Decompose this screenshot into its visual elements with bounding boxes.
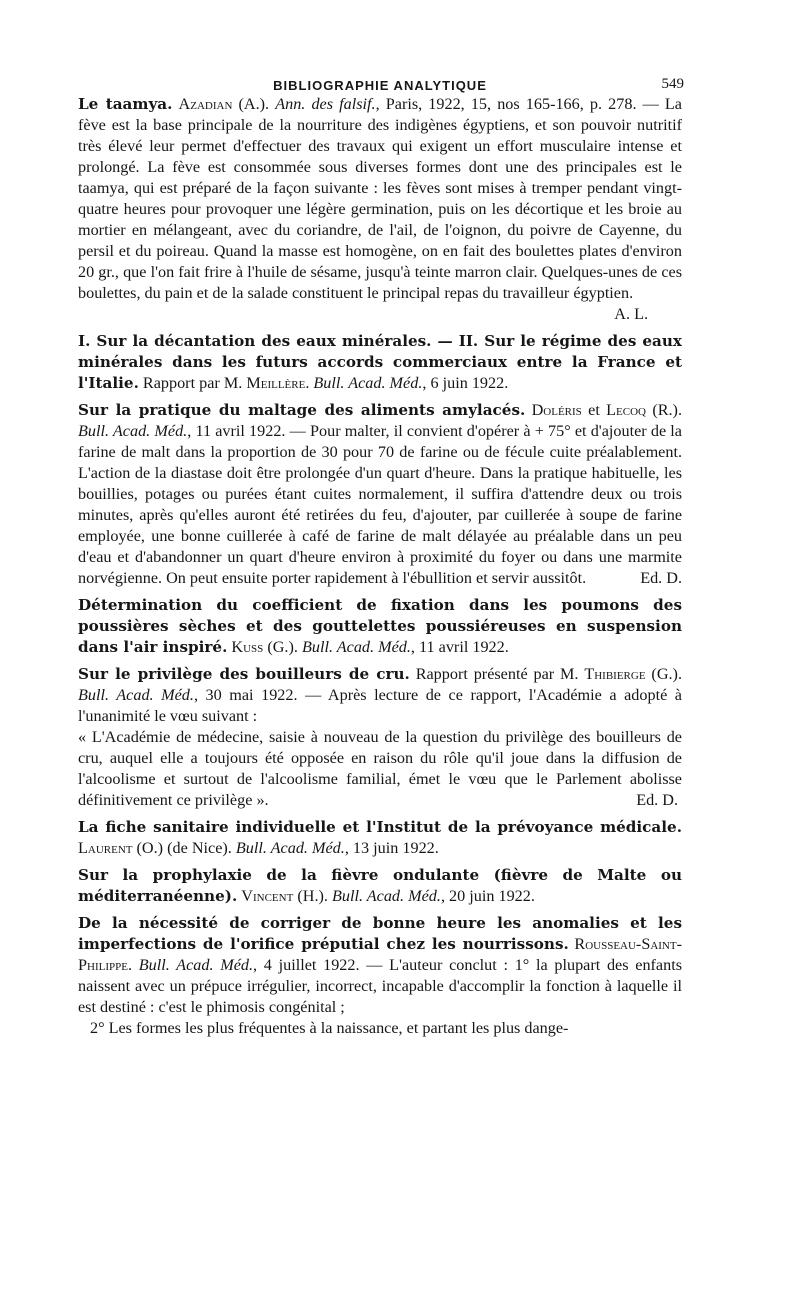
entry-author-sep: . [127, 956, 139, 974]
page [78, 70, 682, 1045]
entry-author-2-initial: (R.). [646, 401, 682, 419]
entry-author-sep: et [581, 401, 607, 419]
entry-title: Le taamya. [78, 95, 173, 113]
entry-pre-author: Rapport par M. [138, 374, 247, 392]
entry-author: Azadian [178, 95, 233, 113]
entry-taamya [78, 94, 682, 325]
entry-signature: Ed. D. [640, 569, 682, 587]
entry-journal: Bull. Acad. Méd. [78, 686, 194, 704]
entry-signature: Ed. D. [636, 791, 678, 809]
entry-bouilleurs [78, 664, 682, 811]
entry-quote-text: « L'Académie de médecine, saisie à nouveau de la question du privilège des bouilleurs de cru, auquel elle a toujours été opposée en raison du rôle qu'il joue dans la diffusion de l'alcoolisme et surtout de l'alcoolisme familial, émet le vœu que le Parlement abolisse définitivement ce privilège ». [78, 728, 682, 809]
entry-title: I. Sur la décantation des eaux minérales. — II. Sur le régime des eaux minérales dans les futurs accords commerciaux entre la France et l'Italie. [78, 332, 682, 392]
entry-author: Vincent [241, 887, 294, 905]
entry-paragraph-2: 2° Les formes les plus fréquentes à la naissance, et partant les plus dange- [90, 1019, 569, 1037]
entry-author: Meillère [246, 374, 306, 392]
entry-quote [78, 727, 682, 811]
entry-body: , 30 mai 1922. — Après lecture de ce rapport, l'Académie a adopté à l'unanimité le vœu suivant : [78, 686, 682, 725]
entry-poussieres [78, 595, 682, 658]
entry-pre-author: Rapport présenté par M. [409, 665, 585, 683]
entry-fievre-ondulante [78, 865, 682, 907]
entry-author-initial: (A.). [232, 95, 276, 113]
entry-title: La fiche sanitaire individuelle et l'Institut de la prévoyance médicale. [78, 818, 682, 836]
entry-journal: Bull. Acad. Méd. [331, 887, 441, 905]
entry-journal: Bull. Acad. Méd. [235, 839, 345, 857]
entry-fiche-sanitaire [78, 817, 682, 859]
entry-title: Détermination du coefficient de fixation dans les poumons des poussières sèches et des gouttelettes poussiéreuses en suspension dans l'air inspiré. [78, 596, 682, 656]
page-number: 549 [661, 76, 684, 92]
entry-body: , 11 avril 1922. — Pour malter, il convient d'opérer à + 75° et d'ajouter de la farine de malt dans la proportion de 30 pour 70 de farine ou de fécule cuite préalablement. L'action de la diastase doit être prolongée d'un quart d'heure. Dans la pratique habituelle, les bouillies, potages ou purées étant cuites normalement, il suffira d'attendre deux ou trois minutes, après qu'elles auront été retirées du feu, d'ajouter, par cuillerée à soupe de farine employée, une bonne cuillerée à café de farine de malt délayée au préalable dans un peu d'eau et d'abandonner un quart d'heure environ à proximité du foyer ou dans une marmite norvégienne. On peut ensuite porter rapidement à l'ébullition et servir aussitôt. [78, 422, 682, 587]
entry-journal: Bull. Acad. Méd. [313, 374, 423, 392]
entry-author: Kuss [231, 638, 264, 656]
entry-journal: Bull. Acad. Méd. [78, 422, 188, 440]
entry-author-initial: (O.) (de Nice). [132, 839, 236, 857]
entry-signature: A. L. [614, 305, 648, 323]
running-title: BIBLIOGRAPHIE ANALYTIQUE [273, 78, 487, 93]
entry-body: , 4 juillet 1922. — L'auteur conclut : 1° la plupart des enfants naissent avec un prépuce irrégulier, incorrect, incapable d'accomplir la fonction à laquelle il est destiné : c'est le phimosis congénital ; [78, 956, 683, 1016]
entry-author-sep: . [305, 374, 314, 392]
entry-title: Sur la prophylaxie de la fièvre ondulante (fièvre de Malte ou méditerranéenne). [78, 866, 682, 905]
entry-body: , Paris, 1922, 15, nos 165-166, p. 278. — La fève est la base principale de la nourriture des indigènes égyptiens, et son pouvoir nutritif très élevé leur permet d'effectuer des travaux qui exigent un effort musculaire intense et prolongé. La fève est consommée sous diverses formes dont une des principales est le taamya, qui est préparé de la façon suivante : les fèves sont mises à tremper pendant vingt-quatre heures pour provoquer une légère germination, puis on les décortique et les broie au mortier en mélangeant, avec du coriandre, de l'ail, de l'oignon, du poivre de Cayenne, du persil et du poireau. Quand la masse est homogène, on en fait des boulettes plates d'environ 20 gr., que l'on fait frire à l'huile de sésame, jusqu'à teinte marron clair. Quelques-unes de ces boulettes, du pain et de la salade constituent le principal repas du travailleur égyptien. [78, 95, 682, 302]
entry-reference: , 6 juin 1922. [422, 374, 509, 392]
entry-maltage [78, 400, 682, 589]
entry-orifice-preputial [78, 913, 682, 1039]
entry-author-2: Lecoq [606, 401, 646, 419]
entry-author: Rousseau-Saint-Philippe [78, 935, 682, 974]
entry-eaux-minerales [78, 331, 682, 394]
entry-journal: Bull. Acad. Méd. [138, 956, 254, 974]
entry-author-initial: (G.). [645, 665, 682, 683]
entry-reference: , 13 juin 1922. [344, 839, 439, 857]
entry-title: Sur le privilège des bouilleurs de cru. [78, 665, 410, 683]
entry-title: Sur la pratique du maltage des aliments amylacés. [78, 401, 526, 419]
entry-reference: , 11 avril 1922. [410, 638, 509, 656]
entry-author-initial: (G.). [263, 638, 302, 656]
entry-author: Laurent [78, 839, 133, 857]
running-header [78, 70, 682, 94]
entry-journal: Bull. Acad. Méd. [301, 638, 411, 656]
entry-title: De la nécessité de corriger de bonne heure les anomalies et les imperfections de l'orifice préputial chez les nourrissons. [78, 914, 682, 953]
entry-author: Thibierge [584, 665, 646, 683]
entry-author-initial: (H.). [293, 887, 332, 905]
entry-journal: Ann. des falsif. [275, 95, 376, 113]
entry-author: Doléris [531, 401, 582, 419]
entry-reference: , 20 juin 1922. [440, 887, 535, 905]
